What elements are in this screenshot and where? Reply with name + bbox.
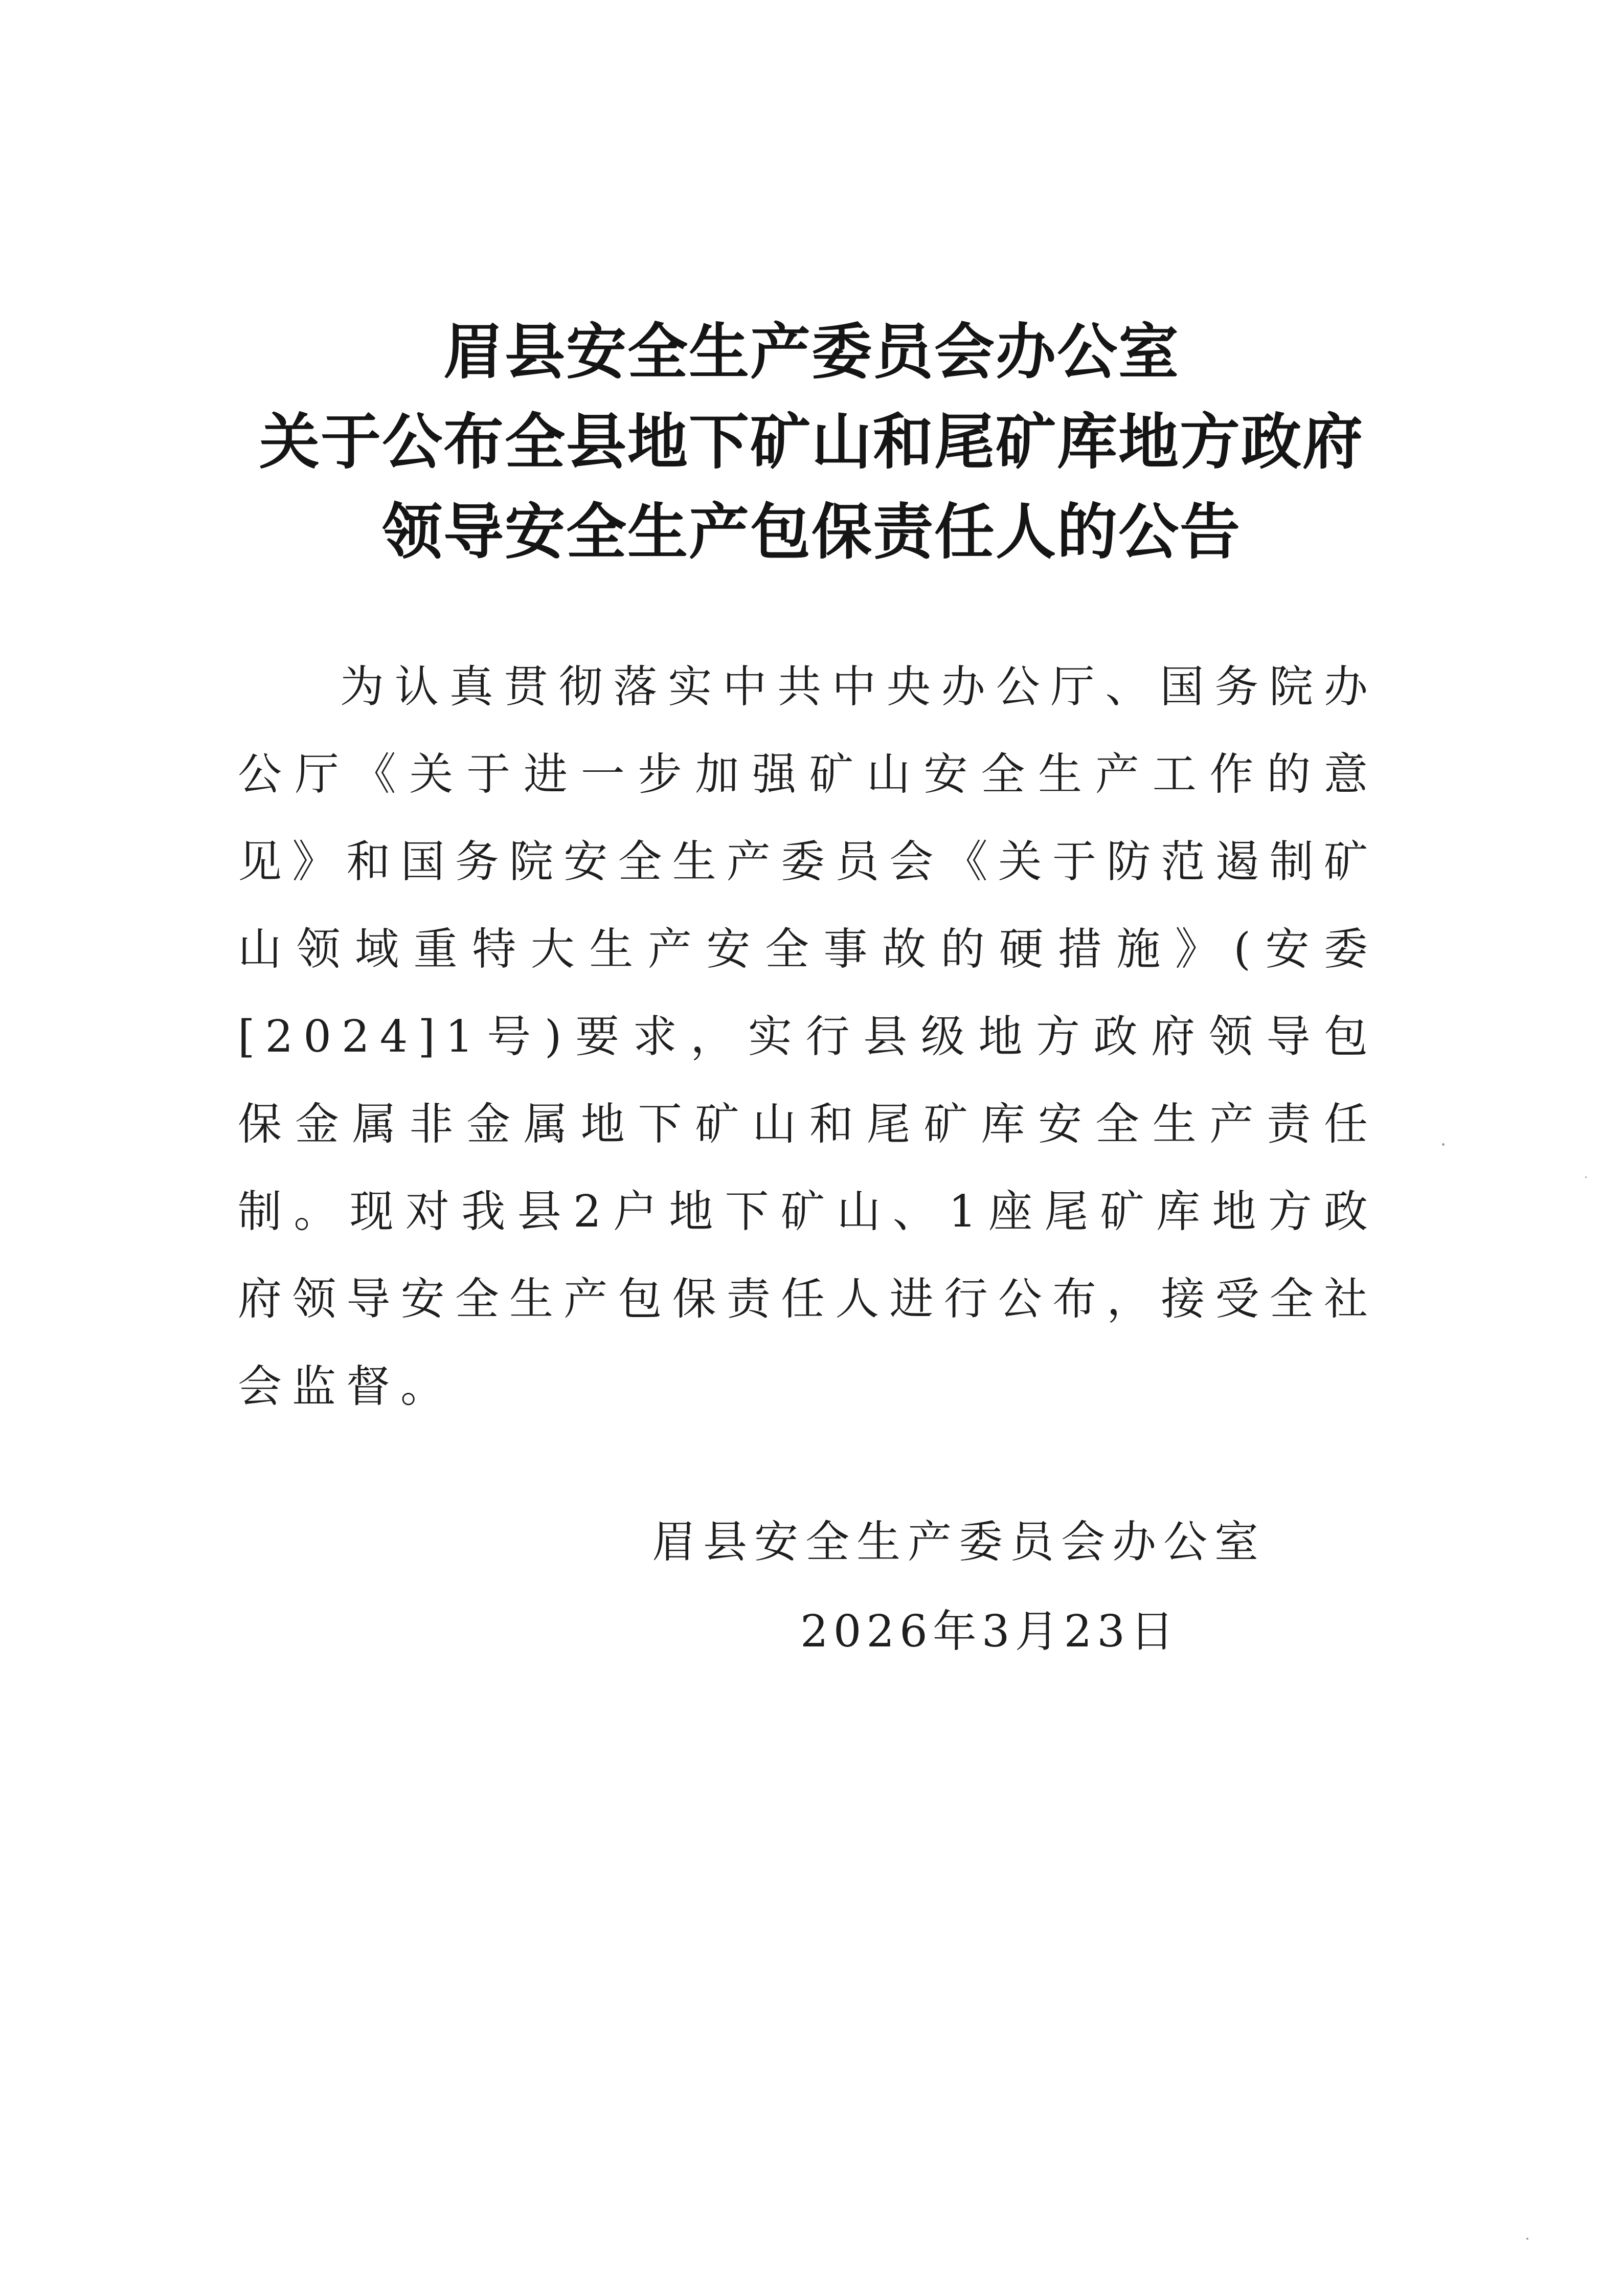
signature-date: 2026年3月23日: [800, 1606, 1180, 1657]
scan-speck: [1526, 2238, 1528, 2240]
announcement-body: 为认真贯彻落实中共中央办公厅、国务院办公厅《关于进一步加强矿山安全生产工作的意见》和国务院安全生产委员会《关于防范遏制矿山领域重特大生产安全事故的硬措施》(安委[2024]1号)要求，实行县级地方政府领导包保金属非金属地下矿山和尾矿库安全生产责任制。现对我县2户地下矿山、1座尾矿库地方政府领导安全生产包保责任人进行公布，接受全社会监督。: [238, 661, 1378, 1412]
title-line-1: 眉县安全生产委员会办公室: [443, 316, 1180, 387]
scan-speck: [1585, 1176, 1587, 1178]
scan-speck: [1442, 1143, 1445, 1146]
title-line-2: 关于公布全县地下矿山和尾矿库地方政府: [259, 406, 1364, 477]
signature-organization: 眉县安全生产委员会办公室: [652, 1517, 1266, 1568]
document-title: [0, 307, 1623, 577]
title-line-3: 领导安全生产包保责任人的公告: [381, 496, 1241, 567]
